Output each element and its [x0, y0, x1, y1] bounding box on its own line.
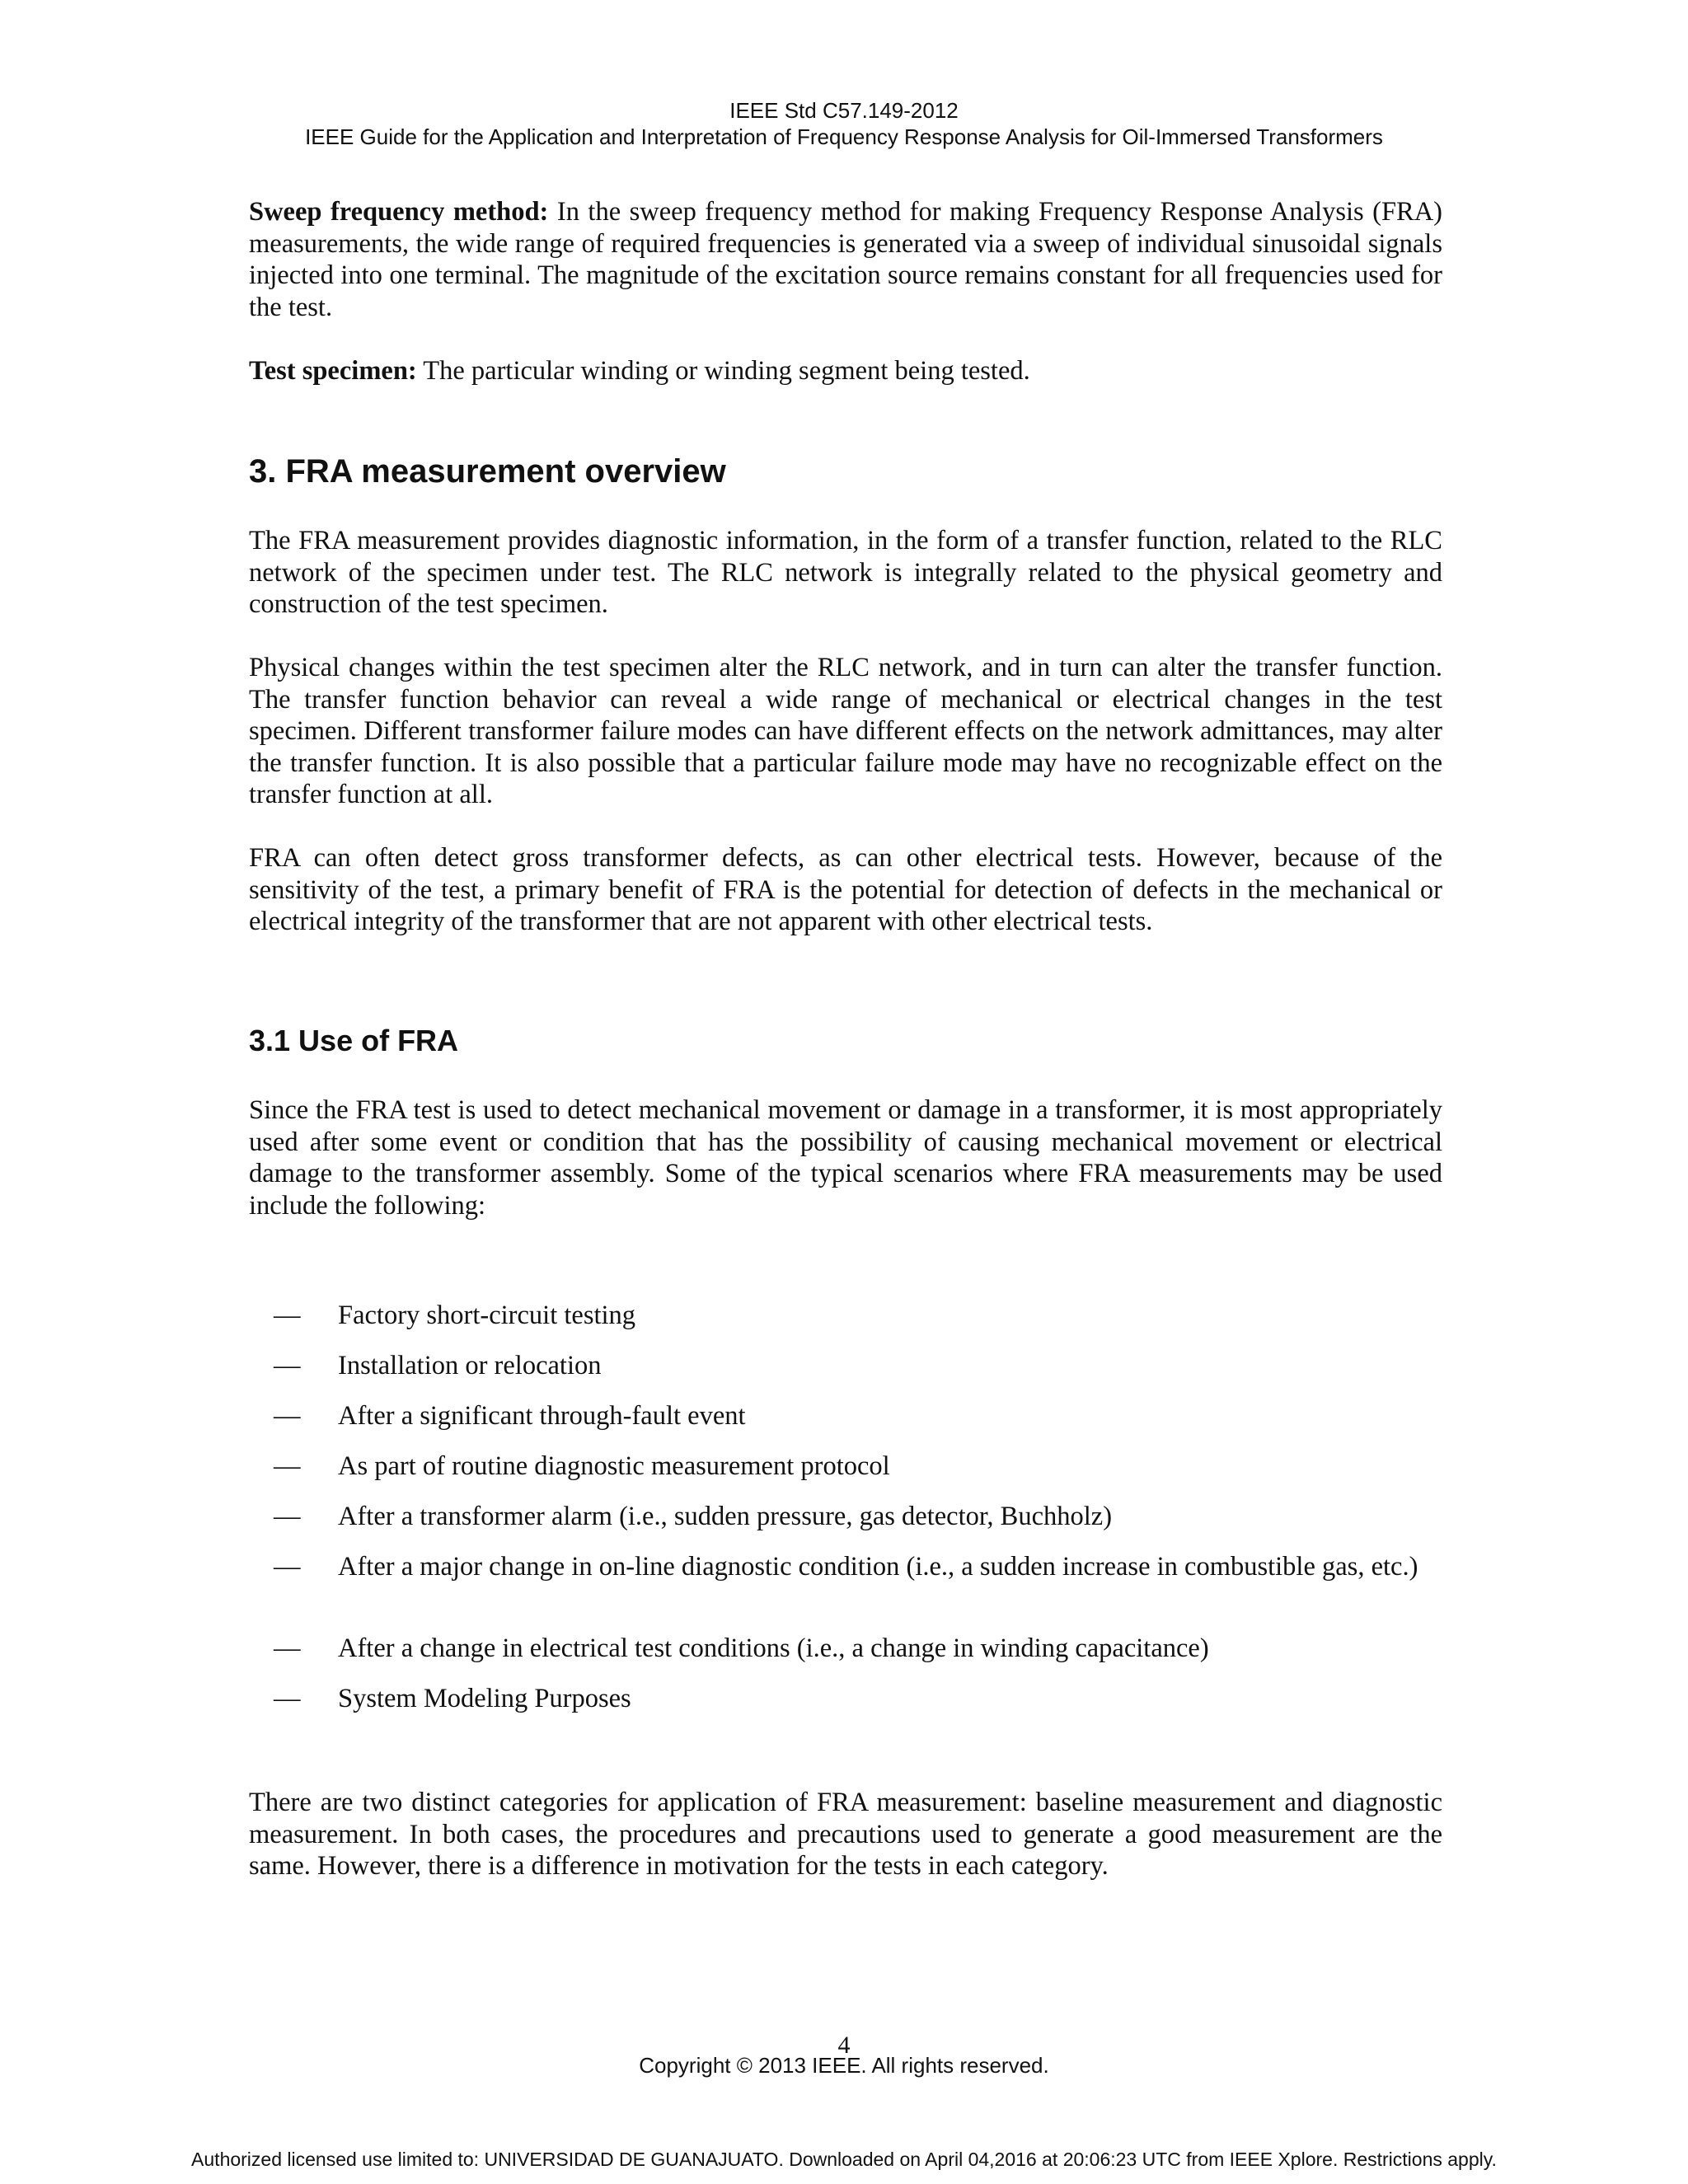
list-item-text: As part of routine diagnostic measurement protocol — [338, 1451, 890, 1481]
header-std-number: IEEE Std C57.149-2012 — [729, 98, 959, 123]
em-dash-bullet: — — [274, 1451, 301, 1481]
section3-paragraph-2: Physical changes within the test specimen alter the RLC network, and in turn can alter the transfer function. The transfer function behavior can reveal a wide range of mechanical or electrical changes in the test specimen. Different transformer failure modes can have different effects on the network admittances, may alter the transfer function. It is also possible that a particular failure mode may have no recognizable effect on the transfer function at all. — [249, 653, 1442, 809]
em-dash-bullet: — — [274, 1301, 301, 1330]
section3-paragraph-3: FRA can often detect gross transformer defects, as can other electrical tests. However, because of the sensitivity of the test, a primary benefit of FRA is the potential for detection of defects in the mechanical or electrical integrity of the transformer that are not apparent with other electrical tests. — [249, 843, 1442, 936]
definition-test-specimen — [249, 355, 1442, 387]
list-item — [274, 1451, 1442, 1483]
list-item — [274, 1300, 1442, 1332]
copyright-notice: Copyright © 2013 IEEE. All rights reserved. — [639, 2053, 1049, 2078]
page-number: 4 — [837, 2032, 851, 2059]
em-dash-bullet: — — [274, 1633, 301, 1663]
list-item-text: After a major change in on-line diagnostic condition (i.e., a sudden increase in combustible gas, etc.) — [338, 1552, 1418, 1582]
list-item-text: System Modeling Purposes — [338, 1684, 631, 1713]
header-guide-title: IEEE Guide for the Application and Interpretation of Frequency Response Analysis for Oil-Immersed Transformers — [305, 124, 1383, 149]
list-item-text: After a significant through-fault event — [338, 1401, 746, 1431]
list-item — [274, 1501, 1442, 1533]
list-item — [274, 1400, 1442, 1432]
definition-term: Sweep frequency method: — [249, 197, 549, 227]
section3-1-intro: Since the FRA test is used to detect mechanical movement or damage in a transformer, it is most appropriately used after some event or condition that has the possibility of causing mechanical movement or electrical damage to the transformer assembly. Some of the typical scenarios where FRA measurements may be used include the following: — [249, 1095, 1442, 1221]
definition-text: In the sweep frequency method for making Frequency Response Analysis (FRA) measurements, the wide range of required frequencies is generated via a sweep of individual sinusoidal signals injected into one terminal. The magnitude of the excitation source remains constant for all frequencies used for the test. — [249, 197, 1442, 322]
list-item-text: Installation or relocation — [338, 1351, 602, 1380]
em-dash-bullet: — — [274, 1684, 301, 1713]
list-item — [274, 1633, 1442, 1665]
license-notice: Authorized licensed use limited to: UNIVERSIDAD DE GUANAJUATO. Downloaded on April 04,2016 at 20:06:23 UTC from IEEE Xplore. Restrictions apply. — [191, 2149, 1497, 2170]
definition-text: The particular winding or winding segment being tested. — [423, 356, 1030, 386]
list-item — [274, 1350, 1442, 1382]
list-item — [274, 1551, 1442, 1583]
definition-sweep-frequency-method — [249, 196, 1442, 323]
list-item-text: After a change in electrical test conditions (i.e., a change in winding capacitance) — [338, 1633, 1209, 1663]
list-item — [274, 1683, 1442, 1715]
em-dash-bullet: — — [274, 1351, 301, 1380]
section-heading-3-1: 3.1 Use of FRA — [249, 1024, 459, 1057]
definition-term: Test specimen: — [249, 356, 417, 386]
list-item-text: Factory short-circuit testing — [338, 1301, 636, 1330]
section3-paragraph-1: The FRA measurement provides diagnostic information, in the form of a transfer function, related to the RLC network of the specimen under test. The RLC network is integrally related to the physical geometry and construction of the test specimen. — [249, 526, 1442, 619]
em-dash-bullet: — — [274, 1401, 301, 1431]
section-heading-3: 3. FRA measurement overview — [249, 453, 726, 490]
em-dash-bullet: — — [274, 1552, 301, 1582]
list-item-text: After a transformer alarm (i.e., sudden pressure, gas detector, Buchholz) — [338, 1502, 1113, 1531]
section3-1-closing: There are two distinct categories for application of FRA measurement: baseline measurement and diagnostic measurement. In both cases, the procedures and precautions used to generate a good measurement are the same. However, there is a difference in motivation for the tests in each category. — [249, 1788, 1442, 1881]
em-dash-bullet: — — [274, 1502, 301, 1531]
